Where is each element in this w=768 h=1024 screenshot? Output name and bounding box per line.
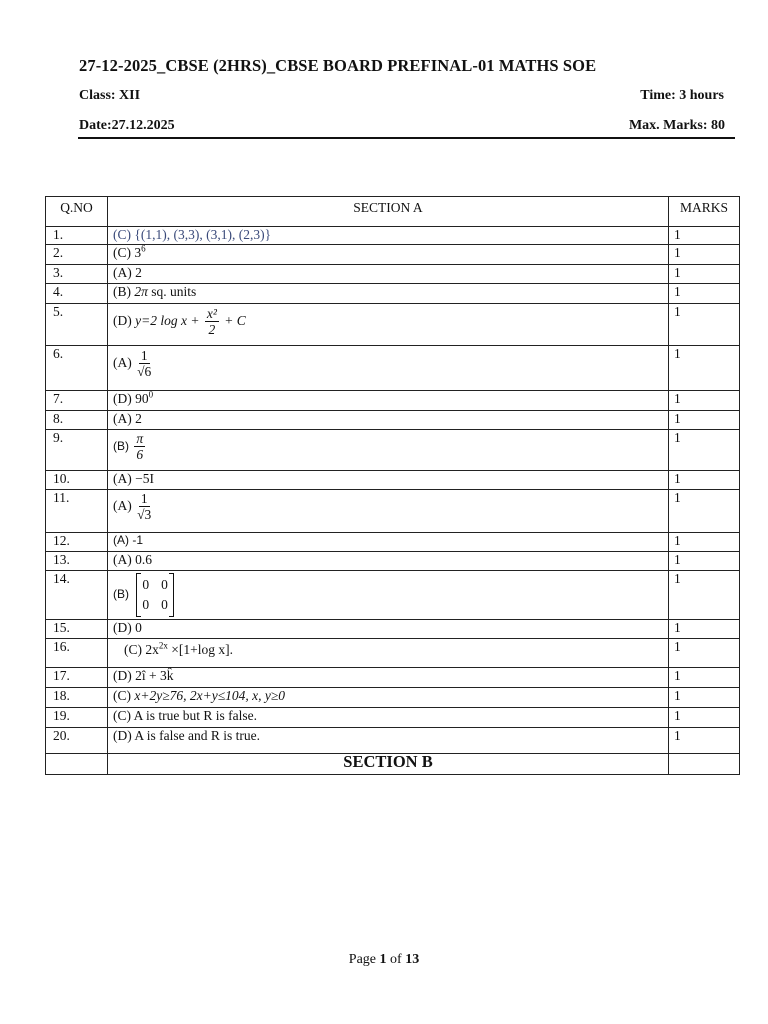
answer-cell	[108, 639, 669, 668]
qno-cell: 11.	[46, 490, 108, 533]
fraction-denominator: 6	[136, 447, 144, 462]
qno-cell: 7.	[46, 391, 108, 411]
page-footer	[0, 952, 768, 968]
document-title: 27-12-2025_CBSE (2HRS)_CBSE BOARD PREFINAL-01 MATHS SOE	[79, 56, 597, 75]
table-row	[46, 391, 740, 411]
answer-tail: + C	[224, 313, 246, 329]
page-total: 13	[405, 952, 420, 967]
answer-cell: (C) A is true but R is false.	[108, 708, 669, 728]
matrix-row	[142, 595, 168, 615]
marks-cell: 1	[669, 688, 740, 708]
marks-cell: 1	[669, 245, 740, 265]
radicand: 6	[144, 364, 152, 379]
table-row	[46, 430, 740, 471]
marks-cell: 1	[669, 490, 740, 533]
answer-tail: ×[1+log x].	[171, 642, 233, 657]
marks-cell: 1	[669, 571, 740, 620]
answer-cell: (D) 0	[108, 620, 669, 639]
qno-cell: 16.	[46, 639, 108, 668]
answer-cell	[108, 304, 669, 346]
answer-math: 2x	[145, 642, 159, 657]
qno-cell: 13.	[46, 552, 108, 571]
qno-cell: 3.	[46, 265, 108, 284]
page-prefix: Page	[348, 952, 380, 967]
answer-math: x+2y≥76, 2x+y≤104, x, y≥0	[134, 688, 286, 703]
section-b-row	[46, 754, 740, 775]
answer-text: (B)	[113, 587, 129, 602]
marks-cell: 1	[669, 391, 740, 411]
table-row	[46, 533, 740, 552]
table-row	[46, 245, 740, 265]
qno-cell: 17.	[46, 668, 108, 688]
max-marks-label: Max. Marks: 80	[628, 118, 725, 133]
answer-cell	[108, 571, 669, 620]
answer-text: (D) 90	[113, 391, 149, 406]
header-section-a: SECTION A	[108, 197, 669, 227]
marks-cell: 1	[669, 227, 740, 245]
date-label: Date:27.12.2025	[79, 118, 175, 133]
marks-cell: 1	[669, 533, 740, 552]
answer-cell: (A) 0.6	[108, 552, 669, 571]
answer-text: (B)	[113, 284, 131, 299]
qno-cell: 12.	[46, 533, 108, 552]
fraction-denominator: √6	[137, 364, 152, 379]
fraction-numerator: x²	[206, 306, 217, 321]
table-row	[46, 346, 740, 391]
answer-superscript: 0	[148, 389, 154, 400]
marks-cell: 1	[669, 430, 740, 471]
class-label: Class: XII	[79, 88, 141, 103]
answer-cell: (C) {(1,1), (3,3), (3,1), (2,3)}	[108, 227, 669, 245]
fraction-numerator: 1	[140, 491, 148, 506]
answer-superscript: 6	[141, 243, 146, 254]
answer-cell	[108, 430, 669, 471]
answer-text: (A)	[113, 355, 132, 371]
qno-cell: 8.	[46, 411, 108, 430]
section-b-heading: SECTION B	[108, 754, 669, 775]
answer-math: y=2 log x +	[135, 313, 200, 329]
header-divider	[78, 137, 735, 139]
answer-cell: (A) -1	[108, 533, 669, 552]
answer-cell	[108, 391, 669, 411]
matrix-entry: 0	[142, 597, 150, 612]
marks-cell: 1	[669, 471, 740, 490]
radicand: 3	[144, 507, 152, 522]
marks-cell: 1	[669, 728, 740, 754]
table-row	[46, 571, 740, 620]
meta-row-class-time	[79, 88, 724, 104]
answer-cell: (D) A is false and R is true.	[108, 728, 669, 754]
header-qno: Q.NO	[46, 197, 108, 227]
answer-tail: sq. units	[151, 284, 197, 299]
qno-cell: 4.	[46, 284, 108, 304]
matrix-entry: 0	[142, 577, 150, 592]
marks-cell: 1	[669, 639, 740, 668]
qno-cell: 5.	[46, 304, 108, 346]
page-of: of	[386, 952, 406, 967]
qno-cell: 1.	[46, 227, 108, 245]
meta-row-date-marks	[79, 118, 724, 134]
fraction-numerator: π	[136, 431, 144, 446]
answer-cell: (A) 2	[108, 265, 669, 284]
answer-superscript: 2x	[158, 640, 168, 651]
table-row	[46, 639, 740, 668]
fraction	[134, 432, 145, 462]
table-row	[46, 620, 740, 639]
qno-cell: 6.	[46, 346, 108, 391]
matrix-entry: 0	[161, 597, 168, 612]
fraction	[137, 349, 151, 379]
qno-cell: 19.	[46, 708, 108, 728]
answer-cell: (D) 2î + 3k̂	[108, 668, 669, 688]
fraction-denominator: 2	[208, 322, 216, 337]
qno-cell: 15.	[46, 620, 108, 639]
answer-math: 2π	[134, 284, 148, 299]
table-row	[46, 284, 740, 304]
answer-cell	[108, 490, 669, 533]
qno-cell: 20.	[46, 728, 108, 754]
table-row	[46, 471, 740, 490]
fraction	[205, 307, 219, 337]
marks-cell: 1	[669, 346, 740, 391]
table-row	[46, 688, 740, 708]
answer-text: (A)	[113, 498, 132, 514]
answer-text: (C) 3	[113, 245, 142, 260]
answer-text: (D)	[113, 313, 132, 329]
time-label: Time: 3 hours	[640, 88, 724, 103]
answer-key-table	[45, 196, 740, 775]
marks-cell: 1	[669, 668, 740, 688]
marks-cell: 1	[669, 552, 740, 571]
marks-cell: 1	[669, 411, 740, 430]
answer-cell: (A) −5I	[108, 471, 669, 490]
fraction	[137, 492, 151, 522]
table-row	[46, 552, 740, 571]
table-row	[46, 227, 740, 245]
qno-cell: 18.	[46, 688, 108, 708]
answer-cell	[108, 284, 669, 304]
empty-cell	[46, 754, 108, 775]
qno-cell: 9.	[46, 430, 108, 471]
empty-cell	[669, 754, 740, 775]
table-row	[46, 411, 740, 430]
header-marks: MARKS	[669, 197, 740, 227]
matrix-entry: 0	[161, 577, 168, 592]
marks-cell: 1	[669, 265, 740, 284]
answer-cell: (A) 2	[108, 411, 669, 430]
table-row	[46, 304, 740, 346]
table-header-row	[46, 197, 740, 227]
qno-cell: 10.	[46, 471, 108, 490]
answer-text: (B)	[113, 439, 129, 454]
answer-text: (C)	[113, 688, 131, 703]
marks-cell: 1	[669, 284, 740, 304]
table-row	[46, 265, 740, 284]
answer-cell	[108, 346, 669, 391]
fraction-numerator: 1	[140, 348, 148, 363]
table-row	[46, 708, 740, 728]
marks-cell: 1	[669, 304, 740, 346]
fraction-denominator: √3	[137, 507, 152, 522]
table-row	[46, 490, 740, 533]
qno-cell: 2.	[46, 245, 108, 265]
marks-cell: 1	[669, 708, 740, 728]
page-number: 1	[379, 952, 387, 967]
qno-cell: 14.	[46, 571, 108, 620]
table-row	[46, 668, 740, 688]
table-row	[46, 728, 740, 754]
matrix-row	[142, 575, 168, 595]
answer-cell	[108, 245, 669, 265]
zero-matrix	[136, 573, 174, 617]
answer-cell	[108, 688, 669, 708]
answer-text: (C)	[124, 642, 142, 657]
marks-cell: 1	[669, 620, 740, 639]
